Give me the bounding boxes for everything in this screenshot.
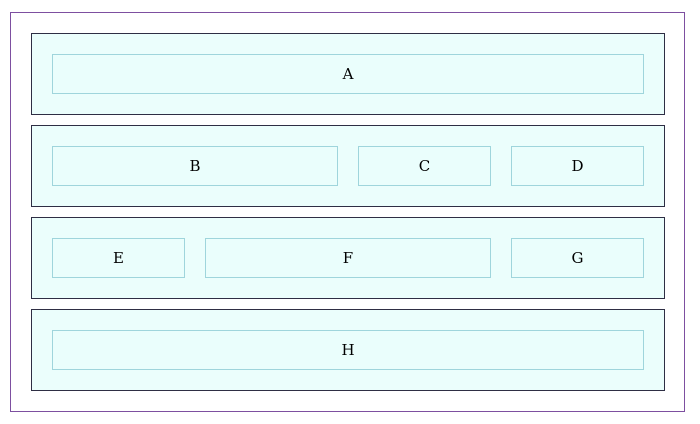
box-g: G bbox=[511, 238, 644, 278]
row-2 bbox=[31, 125, 665, 207]
box-b: B bbox=[52, 146, 338, 186]
row-4 bbox=[31, 309, 665, 391]
box-c: C bbox=[358, 146, 491, 186]
row-3 bbox=[31, 217, 665, 299]
box-a: A bbox=[52, 54, 644, 94]
box-h: H bbox=[52, 330, 644, 370]
row-1 bbox=[31, 33, 665, 115]
box-f: F bbox=[205, 238, 491, 278]
box-e: E bbox=[52, 238, 185, 278]
box-d: D bbox=[511, 146, 644, 186]
